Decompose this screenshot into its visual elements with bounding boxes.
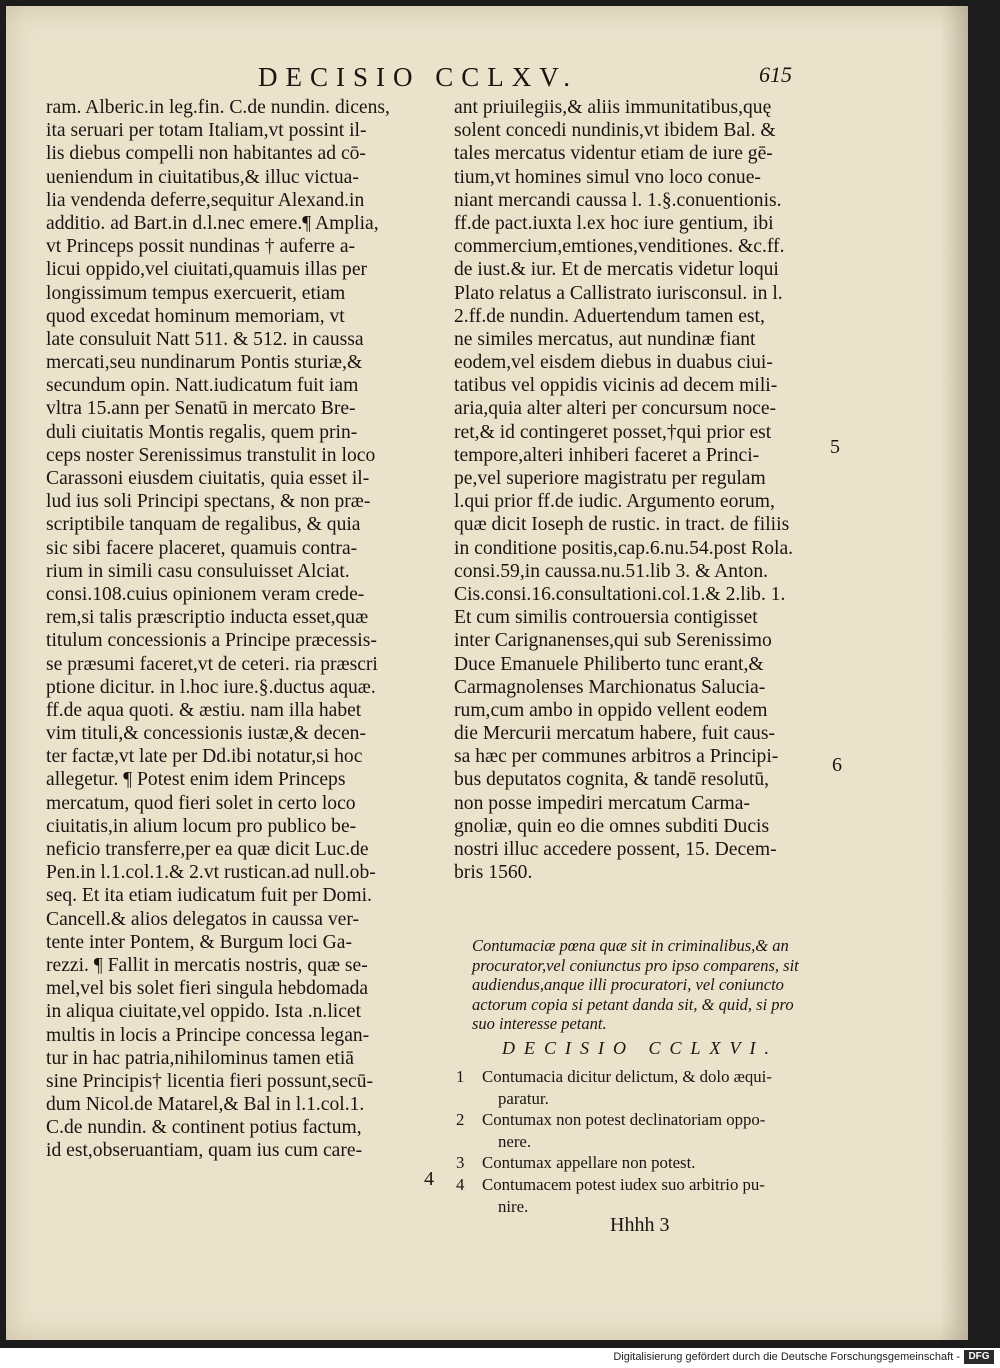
text-line: scriptibile tanquam de regalibus, & quia — [46, 514, 361, 536]
text-line: sic sibi facere placeret, quamuis contra- — [46, 537, 358, 559]
point-text: Contumax non potest declinatoriam oppo- — [482, 1110, 766, 1130]
text-line: tempore,alteri inhiberi faceret a Princi- — [454, 444, 760, 466]
text-line: Carmagnolenses Marchionatus Salucia- — [454, 676, 766, 698]
text-line: Plato relatus a Callistrato iurisconsul. in l. — [454, 282, 783, 304]
point-item — [456, 1174, 836, 1196]
text-line: eodem,vel eisdem diebus in duabus ciui- — [454, 352, 773, 374]
text-line: duli ciuitatis Montis regalis, quem prin- — [46, 421, 358, 443]
point-item — [456, 1152, 836, 1174]
text-line: secundum opin. Natt.iudicatum fuit iam — [46, 375, 359, 397]
text-line: ne similes mercatus, aut nundinæ fiant — [454, 328, 756, 350]
text-line: lia vendenda deferre,sequitur Alexand.in — [46, 189, 365, 211]
right-text-column — [454, 96, 824, 884]
text-line: rium in simili casu consuluisset Alciat. — [46, 560, 350, 582]
text-line: titulum concessionis a Principe præcessis- — [46, 630, 377, 652]
text-line: multis in locis a Principe concessa legan- — [46, 1024, 370, 1046]
text-line: ram. Alberic.in leg.fin. C.de nundin. dicens, — [46, 97, 390, 118]
decision-points-list — [456, 1066, 836, 1217]
summary-line: procurator,vel coniunctus pro ipso comparens, sit — [472, 955, 799, 975]
left-text-column — [46, 96, 428, 1163]
text-line: rezzi. ¶ Fallit in mercatis nostris, quæ se- — [46, 954, 368, 976]
text-line: in aliqua ciuitate,vel oppido. Ista .n.licet — [46, 1001, 362, 1023]
dfg-logo: DFG — [964, 1350, 994, 1364]
book-page — [6, 6, 968, 1340]
text-line: id est,obseruantiam, quam ius cum care- — [46, 1140, 363, 1162]
point-number: 2 — [456, 1110, 465, 1130]
text-line: mel,vel bis solet fieri singula hebdomada — [46, 978, 369, 1000]
signature-mark: Hhhh 3 — [610, 1214, 670, 1236]
point-item — [456, 1109, 836, 1131]
text-line: dum Nicol.de Matarel,& Bal in l.1.col.1. — [46, 1094, 365, 1116]
footer-credit: Digitalisierung gefördert durch die Deutsche Forschungsgemeinschaft - — [613, 1351, 960, 1363]
text-line: die Mercurii mercatum habere, fuit caus- — [454, 723, 775, 745]
text-line: rem,si talis præscriptio inducta esset,quæ — [46, 607, 369, 629]
text-line: late consuluit Natt 511. & 512. in caussa — [46, 328, 364, 350]
text-line: inter Carignanenses,qui sub Serenissimo — [454, 630, 772, 652]
text-line: tente inter Pontem, & Burgum loci Ga- — [46, 931, 353, 953]
text-line: Cis.consi.16.consultationi.col.1.& 2.lib. 1. — [454, 583, 786, 605]
folio-number: 615 — [759, 62, 792, 87]
text-line: bus deputatos cognita, & tandē resolutū, — [454, 769, 770, 791]
summary-line: Contumaciæ pœna quæ sit in criminalibus,& an — [472, 936, 789, 955]
text-line: commercium,emtiones,venditiones. &c.ff. — [454, 236, 785, 258]
text-line: lud ius soli Principi spectans, & non præ- — [46, 491, 371, 513]
text-line: ff.de aqua quoti. & æstiu. nam illa habet — [46, 699, 362, 721]
summary-line: actorum copia si petant danda sit, & quid, si pro — [472, 994, 794, 1014]
decision-summary — [472, 936, 832, 1034]
text-line: quod excedat hominum memoriam, vt — [46, 305, 345, 327]
text-line: licui oppido,vel ciuitati,quamuis illas per — [46, 259, 368, 281]
text-line: ita seruari per totam Italiam,vt possint il- — [46, 120, 367, 142]
text-line: bris 1560. — [454, 862, 533, 884]
text-line: mercatum, quod fieri solet in certo loco — [46, 792, 356, 814]
text-line: 2.ff.de nundin. Aduertendum tamen est, — [454, 305, 765, 327]
text-line: Duce Emanuele Philiberto tunc erant,& — [454, 653, 764, 675]
page-header — [6, 62, 968, 96]
margin-note-6: 6 — [832, 754, 842, 776]
text-line: vim tituli,& concessionis iustæ,& decen- — [46, 723, 366, 745]
text-line: vt Princeps possit nundinas † auferre a- — [46, 236, 356, 258]
text-line: Pen.in l.1.col.1.& 2.vt rustican.ad null.ob- — [46, 862, 376, 884]
text-line: consi.108.cuius opinionem veram crede- — [46, 583, 365, 605]
text-line: se præsumi faceret,vt de ceteri. ria præscri — [46, 653, 378, 675]
point-continuation: nere. — [498, 1131, 532, 1151]
text-line: ter factæ,vt late per Dd.ibi notatur,si hoc — [46, 746, 363, 768]
text-line: non posse impediri mercatum Carma- — [454, 792, 751, 814]
summary-line: audiendus,anque illi procuratori, vel coniuncto — [472, 975, 784, 995]
text-line: Cancell.& alios delegatos in caussa ver- — [46, 908, 360, 930]
text-line: lis diebus compelli non habitantes ad cō- — [46, 143, 366, 165]
text-line: ff.de pact.iuxta l.ex hoc iure gentium, ibi — [454, 212, 774, 234]
point-continuation: paratur. — [498, 1088, 549, 1108]
text-line: mercati,seu nundinarum Pontis sturiæ,& — [46, 352, 363, 374]
point-number: 3 — [456, 1153, 465, 1173]
point-number: 1 — [456, 1067, 465, 1086]
text-line: C.de nundin. & continent potius factum, — [46, 1117, 362, 1139]
text-line: quæ dicit Ioseph de rustic. in tract. de filiis — [454, 514, 790, 536]
text-line: ciuitatis,in alium locum pro publico be- — [46, 815, 357, 837]
text-line: pe,vel superiore magistratu per regulam — [454, 468, 766, 489]
text-line: allegetur. ¶ Potest enim idem Princeps — [46, 769, 346, 791]
text-line: gnoliæ, quin eo die omnes subditi Ducis — [454, 815, 770, 837]
margin-note-4: 4 — [424, 1168, 434, 1190]
text-line: longissimum tempus exercuerit, etiam — [46, 282, 346, 304]
text-line: consi.59,in caussa.nu.51.lib 3. & Anton. — [454, 560, 769, 582]
point-item — [456, 1066, 836, 1088]
text-line: ptione dicitur. in l.hoc iure.§.ductus aquæ. — [46, 676, 376, 698]
text-line: seq. Et ita etiam iudicatum fuit per Domi. — [46, 885, 372, 907]
text-line: l.qui prior ff.de iudic. Argumento eorum, — [454, 491, 775, 513]
point-text: Contumacem potest iudex suo arbitrio pu- — [482, 1174, 765, 1194]
text-line: sine Principis† licentia fieri possunt,secū- — [46, 1070, 374, 1092]
text-line: de iust.& iur. Et de mercatis videtur loqui — [454, 259, 779, 281]
text-line: ceps noster Serenissimus transtulit in loco — [46, 444, 376, 466]
text-line: Carassoni eiusdem ciuitatis, quia esset il- — [46, 468, 370, 489]
text-line: tales mercatus videntur etiam de iure gē- — [454, 143, 773, 165]
text-line: tium,vt homines simul vno loco conue- — [454, 166, 761, 188]
text-line: tur in hac patria,nihilominus tamen etiā — [46, 1047, 354, 1069]
point-text: Contumacia dicitur delictum, & dolo æqui- — [482, 1067, 772, 1086]
text-line: rum,cum ambo in oppido vellent eodem — [454, 699, 768, 721]
text-line: ant priuilegiis,& aliis immunitatibus,quę — [454, 97, 772, 118]
summary-line: suo interesse petant. — [472, 1014, 607, 1034]
point-number: 4 — [456, 1174, 465, 1194]
text-line: sa hæc per communes arbitros a Principi- — [454, 746, 779, 768]
decision-subheading: DECISIO CCLXVI. — [502, 1038, 778, 1058]
text-line: niant mercandi caussa l. 1.§.conuentionis. — [454, 189, 782, 211]
point-continuation: nire. — [498, 1196, 529, 1216]
text-line: ueniendum in ciuitatibus,& illuc victua- — [46, 166, 359, 188]
text-line: ret,& id contingeret posset,†qui prior est — [454, 421, 772, 443]
running-title: DECISIO CCLXV. — [258, 62, 579, 92]
text-line: additio. ad Bart.in d.l.nec emere.¶ Amplia, — [46, 212, 379, 234]
text-line: neficio transferre,per ea quæ dicit Luc.de — [46, 839, 369, 860]
text-line: in conditione positis,cap.6.nu.54.post Rola. — [454, 537, 794, 559]
text-line: vltra 15.ann per Senatū in mercato Bre- — [46, 398, 356, 420]
text-line: aria,quia alter alteri per concursum noce- — [454, 398, 777, 420]
point-text: Contumax appellare non potest. — [482, 1153, 696, 1173]
text-line: nostri illuc accedere possent, 15. Decem- — [454, 839, 777, 860]
page-edge-shadow — [940, 6, 968, 1340]
text-line: tatibus vel oppidis vicinis ad decem mili- — [454, 375, 778, 397]
text-line: Et cum similis controuersia contigisset — [454, 607, 758, 629]
margin-note-5: 5 — [830, 436, 840, 458]
text-line: solent concedi nundinis,vt ibidem Bal. & — [454, 120, 776, 142]
